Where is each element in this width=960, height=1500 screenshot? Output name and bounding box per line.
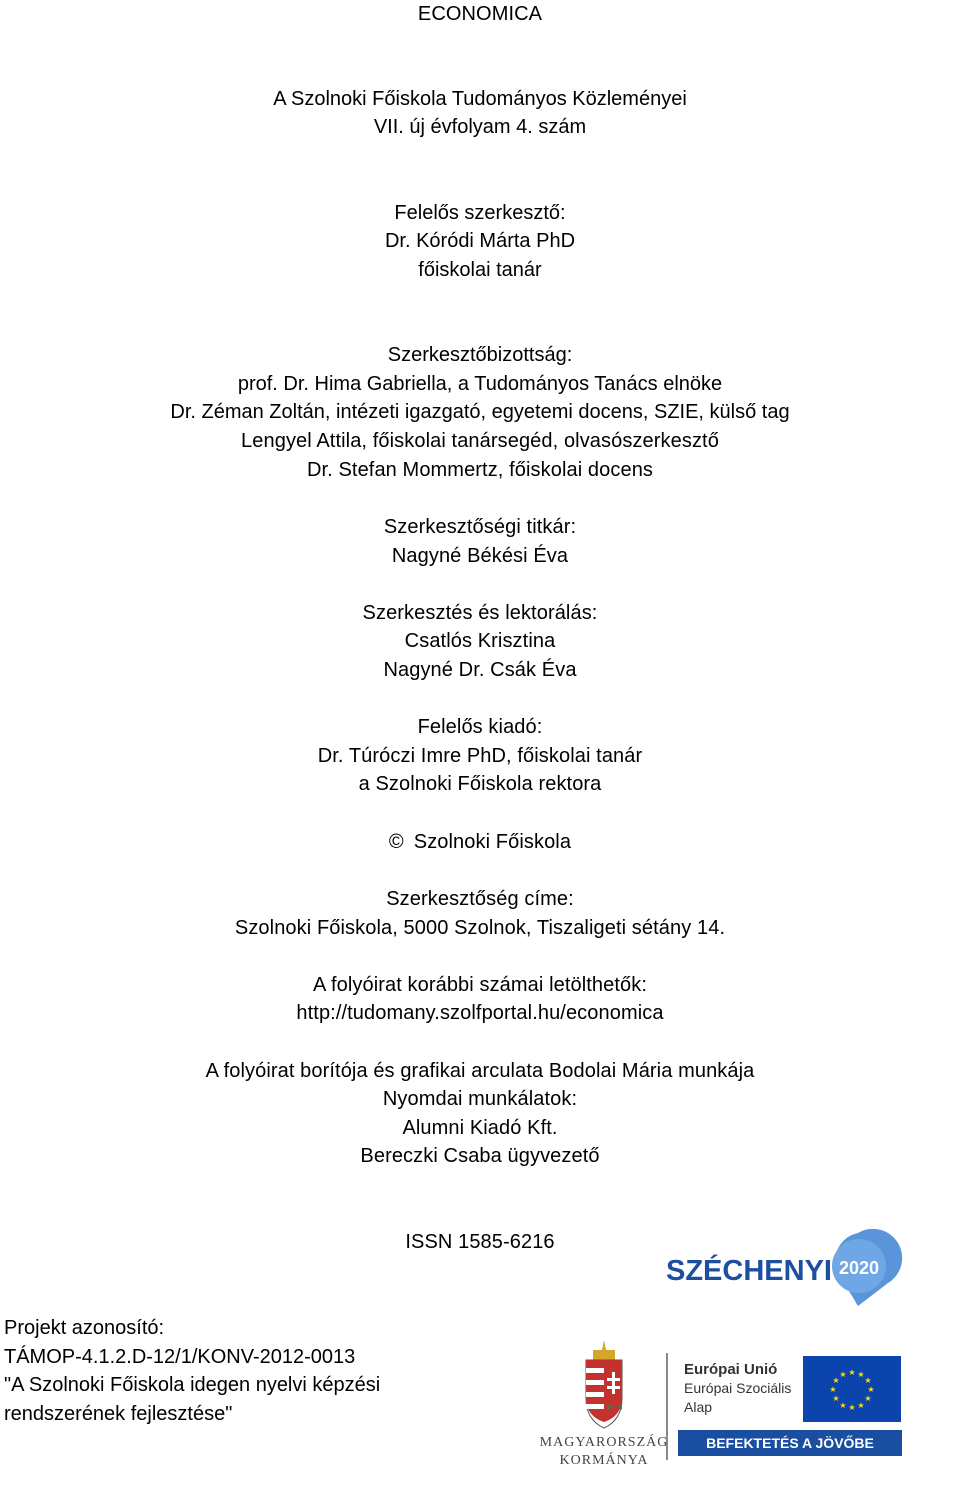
publisher-name: Dr. Túróczi Imre PhD, főiskolai tanár [317,745,643,767]
printing-company: Alumni Kiadó Kft. [402,1117,558,1139]
publisher-label: Felelős kiadó: [417,716,543,738]
archive-url: http://tudomany.szolfportal.hu/economica [296,1002,664,1024]
editing-name: Csatlós Krisztina [404,630,556,652]
copyright-line [0,828,960,856]
secretary-label: Szerkesztőségi titkár: [383,516,577,538]
eu-flag-icon [803,1356,901,1422]
svg-text:★: ★ [832,1376,840,1385]
svg-text:★: ★ [848,1403,856,1412]
svg-text:★: ★ [839,1370,847,1379]
project-id: TÁMOP-4.1.2.D-12/1/KONV-2012-0013 [4,1346,356,1368]
editor-position: főiskolai tanár [418,259,542,281]
secretary-name: Nagyné Békési Éva [391,545,569,567]
project-title-1: "A Szolnoki Főiskola idegen nyelvi képzési [4,1374,381,1396]
board-member: Dr. Stefan Mommertz, főiskolai docens [306,459,654,481]
editing-label: Szerkesztés és lektorálás: [362,602,598,624]
address-value: Szolnoki Főiskola, 5000 Szolnok, Tiszaligeti sétány 14. [234,917,726,939]
copyright-holder: Szolnoki Főiskola [413,831,572,853]
slogan-text: BEFEKTETÉS A JÖVŐBE [706,1435,874,1451]
project-title-2: rendszerének fejlesztése" [4,1403,233,1425]
series-title: A Szolnoki Főiskola Tudományos Közleményei [273,88,687,110]
board-member: Lengyel Attila, főiskolai tanársegéd, olvasószerkesztő [241,430,719,452]
svg-text:★: ★ [864,1376,872,1385]
svg-text:★: ★ [839,1401,847,1410]
cover-credit: A folyóirat borítója és grafikai arculata Bodolai Mária munkája [205,1060,755,1082]
archive-label: A folyóirat korábbi számai letölthetők: [312,974,648,996]
printing-label: Nyomdai munkálatok: [382,1088,578,1110]
journal-name: ECONOMICA [417,3,543,25]
board-label: Szerkesztőbizottság: [387,344,573,366]
eu-line3: Alap [684,1399,713,1415]
svg-text:★: ★ [829,1385,837,1394]
editor-name: Dr. Kóródi Márta PhD [384,230,576,252]
svg-text:★: ★ [867,1385,875,1394]
gov-line2: KORMÁNYA [559,1453,649,1468]
svg-text:★: ★ [848,1368,856,1377]
szechenyi-wordmark: SZÉCHENYI [666,1255,832,1287]
project-label: Projekt azonosító: [4,1317,165,1339]
svg-text:★: ★ [832,1394,840,1403]
szechenyi-year: 2020 [838,1258,880,1278]
svg-text:★: ★ [857,1370,865,1379]
copyright-symbol: © [388,831,404,853]
svg-text:★: ★ [857,1401,865,1410]
editor-label: Felelős szerkesztő: [394,202,566,224]
svg-text:★: ★ [864,1394,872,1403]
board-member: prof. Dr. Hima Gabriella, a Tudományos Tanács elnöke [237,373,723,395]
series-volume: VII. új évfolyam 4. szám [373,116,587,138]
issn: ISSN 1585-6216 [405,1231,555,1253]
gov-line1: MAGYARORSZÁG [539,1435,669,1450]
publisher-role: a Szolnoki Főiskola rektora [358,773,602,795]
printing-manager: Bereczki Csaba ügyvezető [360,1145,600,1167]
szechenyi-2020-banner [520,1188,960,1500]
eu-line1: Európai Unió [684,1361,778,1378]
address-label: Szerkesztőség címe: [386,888,574,910]
board-member: Dr. Zéman Zoltán, intézeti igazgató, egyetemi docens, SZIE, külső tag [170,401,790,423]
eu-line2: Európai Szociális [684,1380,792,1396]
hungarian-coat-of-arms-icon [586,1340,622,1428]
editing-name: Nagyné Dr. Csák Éva [383,659,577,681]
